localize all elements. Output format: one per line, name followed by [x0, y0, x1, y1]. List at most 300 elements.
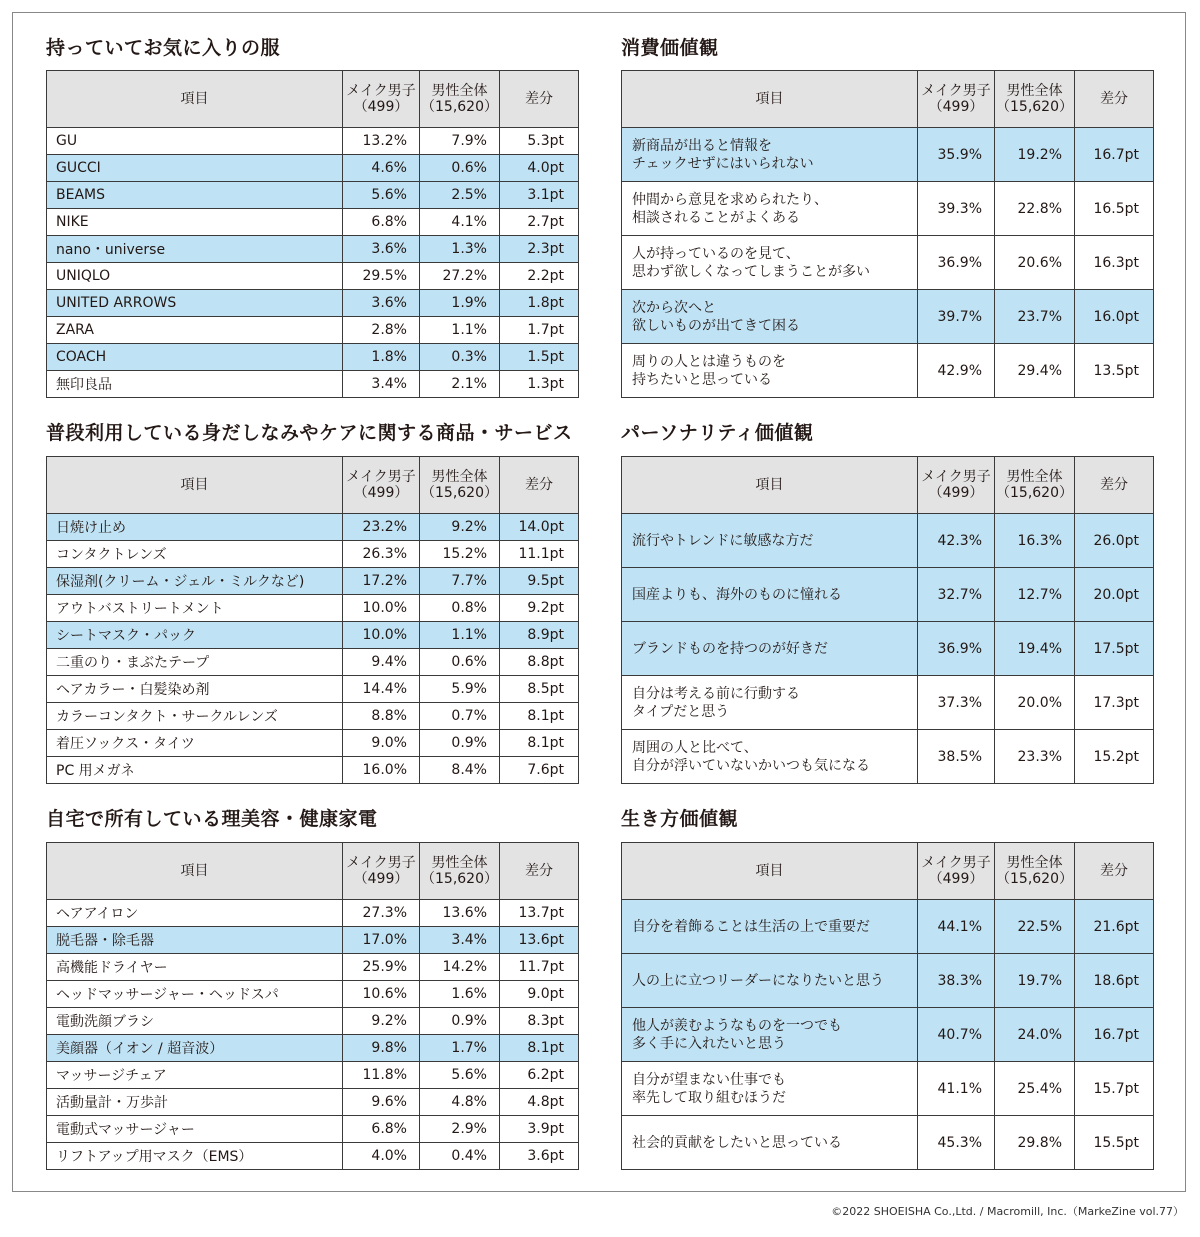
item-line: 自分が望まない仕事でも: [632, 1071, 786, 1088]
table-row: [622, 568, 1154, 622]
table-row: [622, 344, 1154, 398]
item-line: ブランドものを持つのが好きだ: [632, 640, 828, 657]
value-all-men: 0.8%: [420, 595, 500, 622]
column-header-item: [622, 843, 918, 900]
column-header-makeup-men: [918, 843, 995, 900]
row-item-label: [47, 649, 343, 676]
item-line: nano・universe: [56, 242, 166, 258]
row-item-label: [622, 622, 918, 676]
column-header-item: [47, 71, 343, 128]
table-title-favorite-clothes: 持っていてお気に入りの服: [46, 37, 281, 59]
row-item-label: [622, 730, 918, 784]
item-line: 社会的貢献をしたいと思っている: [632, 1134, 842, 1151]
header-line: （15,620）: [421, 485, 498, 501]
value-makeup-men: 42.3%: [918, 514, 995, 568]
value-makeup-men: 39.3%: [918, 182, 995, 236]
value-all-men: 19.7%: [995, 954, 1075, 1008]
row-item-label: [47, 1143, 343, 1170]
row-item-label: [47, 954, 343, 981]
table-row: [47, 1035, 579, 1062]
value-difference: 2.2pt: [500, 263, 579, 290]
header-line: 差分: [525, 863, 553, 879]
table-row: [47, 182, 579, 209]
value-difference: 21.6pt: [1075, 900, 1154, 954]
value-difference: 7.6pt: [500, 757, 579, 784]
item-line: 次から次へと: [632, 299, 716, 316]
row-item-label: [47, 900, 343, 927]
item-line: 仲間から意見を求められたり、: [632, 191, 828, 208]
row-item-label: [622, 1116, 918, 1170]
header-line: 男性全体: [431, 469, 488, 485]
item-line: ヘッドマッサージャー・ヘッドスパ: [56, 987, 279, 1003]
value-all-men: 7.7%: [420, 568, 500, 595]
value-all-men: 8.4%: [420, 757, 500, 784]
item-line: 欲しいものが出てきて困る: [632, 317, 800, 334]
table-row: [47, 730, 579, 757]
value-difference: 3.9pt: [500, 1116, 579, 1143]
header-row: [622, 457, 1154, 514]
item-line: 自分は考える前に行動する: [632, 685, 800, 702]
value-difference: 8.1pt: [500, 1035, 579, 1062]
table-row: [47, 344, 579, 371]
value-makeup-men: 27.3%: [343, 900, 420, 927]
column-header-difference: [500, 71, 579, 128]
row-item-label: [47, 236, 343, 263]
table-title-beauty-appliances: 自宅で所有している理美容・健康家電: [46, 808, 378, 830]
header-line: （499）: [353, 871, 409, 887]
item-line: NIKE: [56, 214, 89, 230]
value-makeup-men: 26.3%: [343, 541, 420, 568]
value-makeup-men: 4.0%: [343, 1143, 420, 1170]
row-item-label: [47, 676, 343, 703]
item-line: PC 用メガネ: [56, 763, 135, 779]
value-makeup-men: 9.6%: [343, 1089, 420, 1116]
header-line: 項目: [180, 91, 209, 107]
value-all-men: 2.1%: [420, 371, 500, 398]
item-line: リフトアップ用マスク（EMS）: [56, 1149, 253, 1165]
value-makeup-men: 17.2%: [343, 568, 420, 595]
value-all-men: 1.1%: [420, 622, 500, 649]
value-all-men: 29.4%: [995, 344, 1075, 398]
table-row: [47, 128, 579, 155]
row-item-label: [47, 1116, 343, 1143]
table-row: [622, 514, 1154, 568]
value-all-men: 0.6%: [420, 155, 500, 182]
item-line: ZARA: [56, 322, 94, 338]
item-line: ヘアカラー・白髪染め剤: [56, 682, 210, 698]
row-item-label: [47, 568, 343, 595]
value-all-men: 20.6%: [995, 236, 1075, 290]
table-row: [47, 317, 579, 344]
column-header-all-men: [995, 843, 1075, 900]
header-line: （15,620）: [421, 99, 498, 115]
table-row: [47, 1008, 579, 1035]
table-row: [622, 730, 1154, 784]
value-all-men: 1.9%: [420, 290, 500, 317]
header-line: 差分: [1100, 477, 1128, 493]
item-line: 率先して取り組むほうだ: [632, 1089, 786, 1106]
row-item-label: [622, 290, 918, 344]
item-line: アウトバストリートメント: [56, 601, 224, 617]
value-difference: 13.5pt: [1075, 344, 1154, 398]
value-makeup-men: 9.4%: [343, 649, 420, 676]
value-all-men: 22.8%: [995, 182, 1075, 236]
header-line: 男性全体: [431, 83, 488, 99]
value-makeup-men: 9.0%: [343, 730, 420, 757]
column-header-item: [47, 457, 343, 514]
table-row: [47, 927, 579, 954]
header-line: 項目: [755, 863, 784, 879]
table-row: [47, 900, 579, 927]
value-makeup-men: 3.6%: [343, 236, 420, 263]
value-all-men: 23.7%: [995, 290, 1075, 344]
item-line: ヘアアイロン: [56, 906, 139, 922]
value-all-men: 0.9%: [420, 1008, 500, 1035]
item-line: シートマスク・パック: [56, 628, 196, 644]
column-header-item: [47, 843, 343, 900]
value-all-men: 4.1%: [420, 209, 500, 236]
value-makeup-men: 5.6%: [343, 182, 420, 209]
table-row: [622, 622, 1154, 676]
header-line: （15,620）: [996, 871, 1073, 887]
value-makeup-men: 23.2%: [343, 514, 420, 541]
value-difference: 9.2pt: [500, 595, 579, 622]
row-item-label: [47, 1062, 343, 1089]
item-line: UNIQLO: [56, 268, 111, 284]
value-all-men: 29.8%: [995, 1116, 1075, 1170]
value-makeup-men: 1.8%: [343, 344, 420, 371]
value-all-men: 0.7%: [420, 703, 500, 730]
value-makeup-men: 16.0%: [343, 757, 420, 784]
value-all-men: 12.7%: [995, 568, 1075, 622]
column-header-makeup-men: [343, 457, 420, 514]
row-item-label: [47, 344, 343, 371]
header-line: メイク男子: [921, 469, 991, 485]
table-row: [47, 622, 579, 649]
value-makeup-men: 2.8%: [343, 317, 420, 344]
item-line: 脱毛器・除毛器: [56, 933, 154, 949]
table-row: [622, 1116, 1154, 1170]
header-line: 項目: [755, 477, 784, 493]
table-row: [47, 541, 579, 568]
value-difference: 1.3pt: [500, 371, 579, 398]
item-line: 周囲の人と比べて、: [632, 739, 758, 756]
table-row: [47, 649, 579, 676]
row-item-label: [47, 514, 343, 541]
header-row: [622, 843, 1154, 900]
header-line: （499）: [353, 99, 409, 115]
item-line: 日焼け止め: [56, 520, 126, 536]
row-item-label: [47, 1008, 343, 1035]
value-difference: 15.7pt: [1075, 1062, 1154, 1116]
value-difference: 5.3pt: [500, 128, 579, 155]
header-line: （499）: [353, 485, 409, 501]
column-header-all-men: [420, 843, 500, 900]
header-line: 項目: [755, 91, 784, 107]
table-row: [47, 263, 579, 290]
item-line: 電動式マッサージャー: [56, 1122, 195, 1138]
item-line: COACH: [56, 349, 107, 365]
value-all-men: 1.1%: [420, 317, 500, 344]
table-row: [47, 1089, 579, 1116]
row-item-label: [47, 757, 343, 784]
value-makeup-men: 37.3%: [918, 676, 995, 730]
column-header-all-men: [420, 457, 500, 514]
item-line: マッサージチェア: [56, 1068, 167, 1084]
column-header-all-men: [995, 71, 1075, 128]
value-makeup-men: 10.0%: [343, 622, 420, 649]
value-difference: 8.5pt: [500, 676, 579, 703]
value-difference: 4.0pt: [500, 155, 579, 182]
table-row: [622, 1008, 1154, 1062]
value-makeup-men: 10.0%: [343, 595, 420, 622]
header-line: 項目: [180, 477, 209, 493]
value-difference: 13.6pt: [500, 927, 579, 954]
value-makeup-men: 36.9%: [918, 236, 995, 290]
value-makeup-men: 6.8%: [343, 1116, 420, 1143]
row-item-label: [47, 1089, 343, 1116]
table-consumption-values: [621, 70, 1154, 398]
item-line: 保湿剤(クリーム・ジェル・ミルクなど): [56, 574, 305, 590]
header-line: メイク男子: [921, 83, 991, 99]
value-all-men: 23.3%: [995, 730, 1075, 784]
value-makeup-men: 3.4%: [343, 371, 420, 398]
row-item-label: [622, 568, 918, 622]
item-line: 高機能ドライヤー: [56, 960, 168, 976]
table-beauty-appliances: [46, 842, 579, 1170]
item-line: 新商品が出ると情報を: [632, 137, 772, 154]
value-makeup-men: 40.7%: [918, 1008, 995, 1062]
row-item-label: [47, 317, 343, 344]
item-line: 持ちたいと思っている: [632, 371, 772, 388]
header-line: （499）: [928, 871, 984, 887]
table-row: [47, 236, 579, 263]
value-difference: 15.5pt: [1075, 1116, 1154, 1170]
item-line: 思わず欲しくなってしまうことが多い: [632, 263, 870, 280]
item-line: BEAMS: [56, 187, 105, 203]
header-row: [622, 71, 1154, 128]
value-makeup-men: 3.6%: [343, 290, 420, 317]
table-row: [47, 1116, 579, 1143]
table-row: [622, 954, 1154, 1008]
column-header-difference: [1075, 71, 1154, 128]
value-makeup-men: 8.8%: [343, 703, 420, 730]
column-header-all-men: [995, 457, 1075, 514]
column-header-all-men: [420, 71, 500, 128]
header-line: メイク男子: [346, 855, 416, 871]
value-all-men: 0.9%: [420, 730, 500, 757]
value-makeup-men: 6.8%: [343, 209, 420, 236]
header-line: 男性全体: [1006, 469, 1063, 485]
item-line: 無印良品: [56, 377, 112, 393]
table-row: [622, 290, 1154, 344]
row-item-label: [622, 900, 918, 954]
item-line: UNITED ARROWS: [56, 295, 177, 311]
column-header-makeup-men: [343, 843, 420, 900]
value-makeup-men: 38.5%: [918, 730, 995, 784]
value-all-men: 24.0%: [995, 1008, 1075, 1062]
table-row: [47, 954, 579, 981]
value-difference: 2.3pt: [500, 236, 579, 263]
value-all-men: 0.3%: [420, 344, 500, 371]
item-line: 着圧ソックス・タイツ: [56, 736, 195, 752]
value-all-men: 1.7%: [420, 1035, 500, 1062]
header-line: 差分: [525, 477, 553, 493]
header-line: 男性全体: [1006, 855, 1063, 871]
header-row: [47, 71, 579, 128]
value-all-men: 1.6%: [420, 981, 500, 1008]
value-difference: 11.7pt: [500, 954, 579, 981]
value-makeup-men: 39.7%: [918, 290, 995, 344]
value-makeup-men: 4.6%: [343, 155, 420, 182]
table-title-lifestyle-values: 生き方価値観: [621, 808, 739, 830]
value-difference: 16.0pt: [1075, 290, 1154, 344]
row-item-label: [47, 371, 343, 398]
value-makeup-men: 14.4%: [343, 676, 420, 703]
table-row: [622, 128, 1154, 182]
value-all-men: 9.2%: [420, 514, 500, 541]
table-personality-values: [621, 456, 1154, 784]
table-title-grooming-products: 普段利用している身だしなみやケアに関する商品・サービス: [46, 422, 573, 444]
table-row: [47, 155, 579, 182]
header-line: （15,620）: [996, 99, 1073, 115]
value-all-men: 13.6%: [420, 900, 500, 927]
item-line: 多く手に入れたいと思う: [632, 1035, 786, 1052]
row-item-label: [47, 1035, 343, 1062]
row-item-label: [622, 954, 918, 1008]
value-difference: 8.3pt: [500, 1008, 579, 1035]
table-row: [47, 703, 579, 730]
value-difference: 9.0pt: [500, 981, 579, 1008]
value-difference: 18.6pt: [1075, 954, 1154, 1008]
row-item-label: [622, 676, 918, 730]
table-row: [47, 1062, 579, 1089]
value-all-men: 1.3%: [420, 236, 500, 263]
header-line: （15,620）: [996, 485, 1073, 501]
row-item-label: [47, 927, 343, 954]
value-all-men: 7.9%: [420, 128, 500, 155]
header-line: 差分: [525, 91, 553, 107]
value-all-men: 0.6%: [420, 649, 500, 676]
table-row: [47, 1143, 579, 1170]
item-line: 周りの人とは違うものを: [632, 353, 786, 370]
table-row: [622, 900, 1154, 954]
value-all-men: 14.2%: [420, 954, 500, 981]
row-item-label: [47, 622, 343, 649]
table-row: [622, 1062, 1154, 1116]
table-row: [47, 595, 579, 622]
column-header-makeup-men: [343, 71, 420, 128]
row-item-label: [47, 182, 343, 209]
value-difference: 13.7pt: [500, 900, 579, 927]
row-item-label: [47, 981, 343, 1008]
header-line: 項目: [180, 863, 209, 879]
row-item-label: [622, 1062, 918, 1116]
header-line: 男性全体: [1006, 83, 1063, 99]
row-item-label: [622, 182, 918, 236]
row-item-label: [47, 263, 343, 290]
value-difference: 14.0pt: [500, 514, 579, 541]
value-difference: 16.5pt: [1075, 182, 1154, 236]
table-row: [47, 514, 579, 541]
value-difference: 9.5pt: [500, 568, 579, 595]
value-all-men: 16.3%: [995, 514, 1075, 568]
value-difference: 16.3pt: [1075, 236, 1154, 290]
item-line: 電動洗顔ブラシ: [56, 1014, 154, 1030]
table-favorite-clothes: [46, 70, 579, 398]
value-makeup-men: 36.9%: [918, 622, 995, 676]
table-title-personality-values: パーソナリティ価値観: [621, 422, 814, 444]
item-line: 二重のり・まぶたテープ: [56, 655, 210, 671]
row-item-label: [47, 155, 343, 182]
header-row: [47, 843, 579, 900]
value-difference: 1.5pt: [500, 344, 579, 371]
value-difference: 3.1pt: [500, 182, 579, 209]
item-line: 流行やトレンドに敏感な方だ: [632, 532, 814, 549]
value-makeup-men: 45.3%: [918, 1116, 995, 1170]
value-difference: 26.0pt: [1075, 514, 1154, 568]
item-line: カラーコンタクト・サークルレンズ: [56, 709, 278, 725]
header-line: メイク男子: [921, 855, 991, 871]
value-makeup-men: 17.0%: [343, 927, 420, 954]
value-difference: 15.2pt: [1075, 730, 1154, 784]
copyright-notice: ©2022 SHOEISHA Co.,Ltd. / Macromill, Inc.（MarkeZine vol.77）: [831, 1205, 1184, 1218]
value-difference: 11.1pt: [500, 541, 579, 568]
value-difference: 2.7pt: [500, 209, 579, 236]
column-header-item: [622, 71, 918, 128]
item-line: 自分が浮いていないかいつも気になる: [632, 757, 870, 774]
item-line: GU: [56, 133, 78, 149]
value-all-men: 19.4%: [995, 622, 1075, 676]
table-row: [622, 182, 1154, 236]
table-title-consumption-values: 消費価値観: [621, 37, 719, 59]
table-grooming-products: [46, 456, 579, 784]
item-line: 美顔器（イオン / 超音波）: [56, 1041, 224, 1057]
row-item-label: [47, 128, 343, 155]
value-all-men: 20.0%: [995, 676, 1075, 730]
table-row: [47, 676, 579, 703]
value-all-men: 3.4%: [420, 927, 500, 954]
value-difference: 16.7pt: [1075, 1008, 1154, 1062]
value-all-men: 0.4%: [420, 1143, 500, 1170]
table-row: [47, 757, 579, 784]
row-item-label: [47, 541, 343, 568]
header-line: （499）: [928, 485, 984, 501]
header-line: （499）: [928, 99, 984, 115]
row-item-label: [47, 290, 343, 317]
header-line: メイク男子: [346, 469, 416, 485]
value-all-men: 4.8%: [420, 1089, 500, 1116]
value-makeup-men: 25.9%: [343, 954, 420, 981]
value-all-men: 5.9%: [420, 676, 500, 703]
row-item-label: [47, 595, 343, 622]
item-line: 人の上に立つリーダーになりたいと思う: [632, 972, 884, 989]
table-row: [622, 676, 1154, 730]
value-makeup-men: 13.2%: [343, 128, 420, 155]
row-item-label: [622, 514, 918, 568]
value-difference: 20.0pt: [1075, 568, 1154, 622]
row-item-label: [622, 128, 918, 182]
row-item-label: [47, 209, 343, 236]
value-difference: 3.6pt: [500, 1143, 579, 1170]
value-difference: 4.8pt: [500, 1089, 579, 1116]
value-difference: 17.5pt: [1075, 622, 1154, 676]
table-row: [47, 568, 579, 595]
value-makeup-men: 41.1%: [918, 1062, 995, 1116]
item-line: 国産よりも、海外のものに憧れる: [632, 586, 842, 603]
table-row: [47, 981, 579, 1008]
value-makeup-men: 38.3%: [918, 954, 995, 1008]
